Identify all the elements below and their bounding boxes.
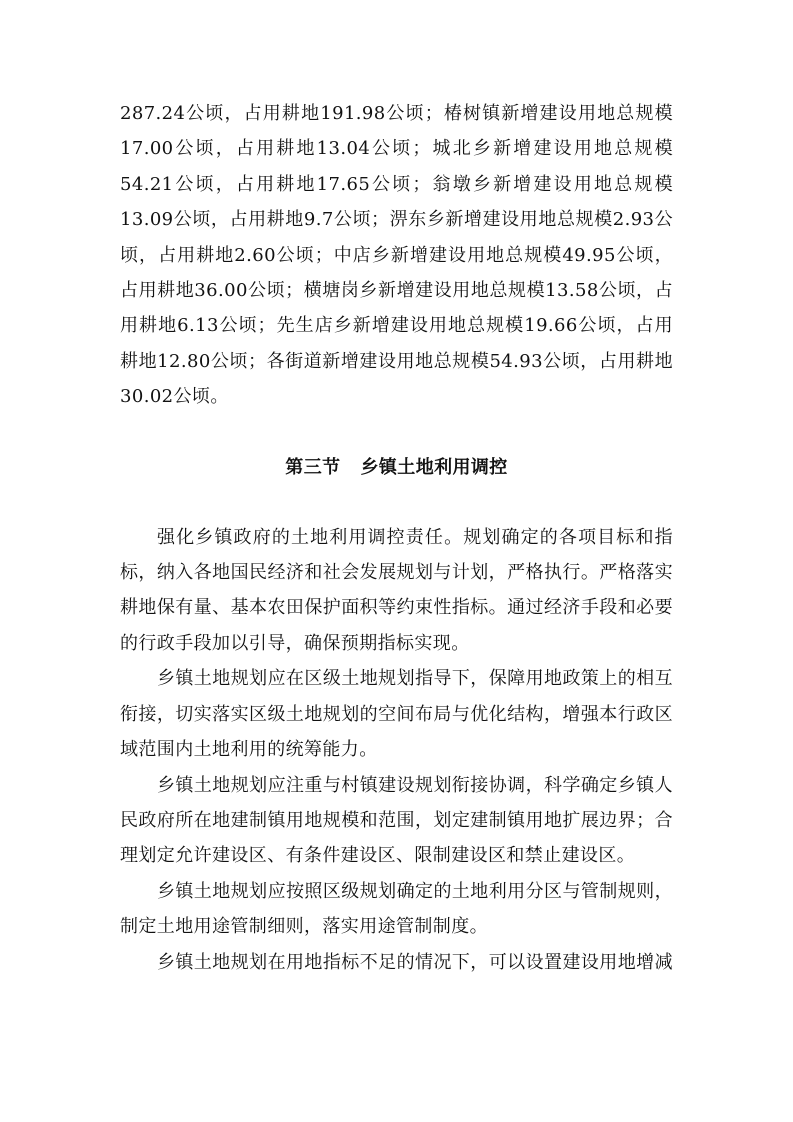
document-page: [120, 96, 673, 980]
paragraph-usage-control: 乡镇土地规划应按照区级规划确定的土地利用分区与管制规则，制定土地用途管制细则，落实用途管制制度。: [120, 880, 673, 938]
section-heading: 第三节 乡镇土地利用调控: [285, 456, 508, 478]
paragraph-village-planning: 乡镇土地规划应注重与村镇建设规划衔接协调，科学确定乡镇人民政府所在地建制镇用地规模和范围，划定建制镇用地扩展边界；合理划定允许建设区、有条件建设区、限制建设区和禁止建设区。: [120, 774, 673, 867]
paragraph-regulation-responsibility: 强化乡镇政府的土地利用调控责任。规划确定的各项目标和指标，纳入各地国民经济和社会发展规划与计划，严格执行。严格落实耕地保有量、基本农田保护面积等约束性指标。通过经济手段和必要的行政手段加以引导，确保预期指标实现。: [120, 526, 673, 654]
paragraph-district-guidance: 乡镇土地规划应在区级土地规划指导下，保障用地政策上的相互衔接，切实落实区级土地规划的空间布局与优化结构，增强本行政区域范围内土地利用的统筹能力。: [120, 668, 673, 761]
paragraph-land-quota: 乡镇土地规划在用地指标不足的情况下，可以设置建设用地增减: [157, 951, 673, 973]
intro-paragraph: 287.24公顷，占用耕地191.98公顷；椿树镇新增建设用地总规模17.00公顷，占用耕地13.04公顷；城北乡新增建设用地总规模54.21公顷，占用耕地17.65公顷；翁墩乡新增建设用地总规模13.09公顷，占用耕地9.7公顷；淠东乡新增建设用地总规模2.93公顷，占用耕地2.60公顷；中店乡新增建设用地总规模49.95公顷，占用耕地36.00公顷；横塘岗乡新增建设用地总规模13.58公顷，占用耕地6.13公顷；先生店乡新增建设用地总规模19.66公顷，占用耕地12.80公顷；各街道新增建设用地总规模54.93公顷，占用耕地30.02公顷。: [120, 103, 673, 408]
